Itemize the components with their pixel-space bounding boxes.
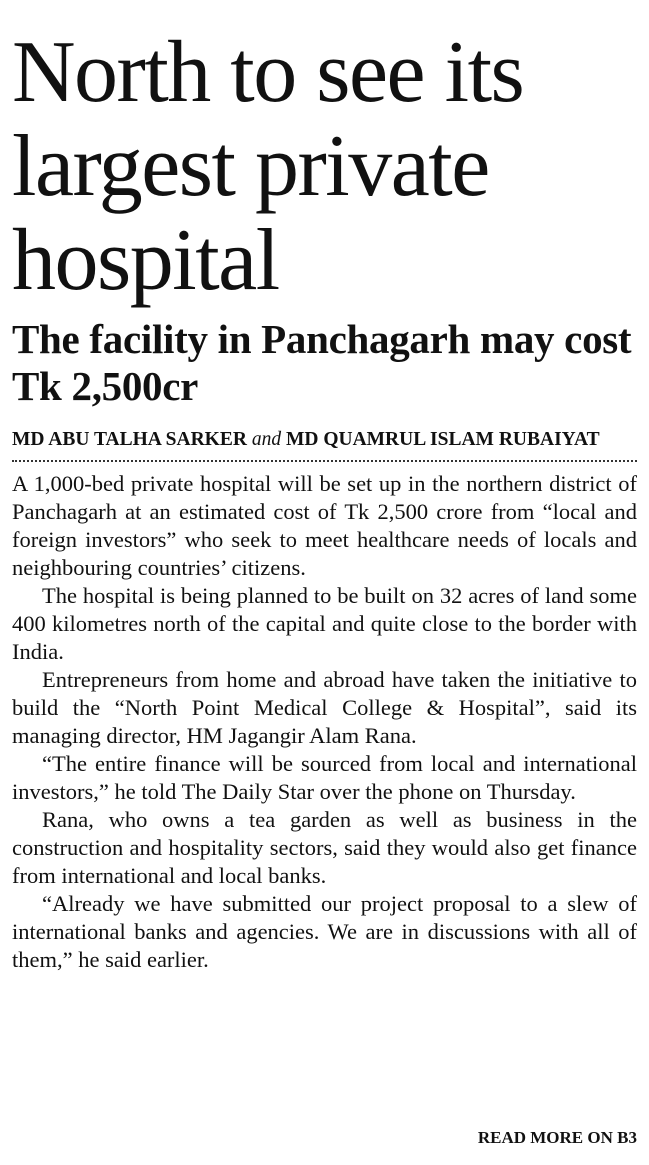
byline-author-2: MD QUAMRUL ISLAM RUBAIYAT xyxy=(285,429,600,450)
read-more-link[interactable]: READ MORE ON B3 xyxy=(477,1128,637,1147)
dotted-divider xyxy=(12,460,637,462)
body-paragraph-2: The hospital is being planned to be built on 32 acres of land some 400 kilometres north of the capital and quite close to the border with India. xyxy=(12,583,637,664)
byline-conjunction: and xyxy=(251,429,282,450)
article xyxy=(12,26,637,974)
article-body xyxy=(12,470,637,974)
subheadline: The facility in Panchagarh may cost Tk 2,500cr xyxy=(12,316,632,409)
body-paragraph-3: Entrepreneurs from home and abroad have taken the initiative to build the “North Point Medical College & Hospital”, said its managing director, HM Jagangir Alam Rana. xyxy=(12,667,637,748)
byline-author-1: MD ABU TALHA SARKER xyxy=(12,429,247,450)
body-paragraph-1: A 1,000-bed private hospital will be set up in the northern district of Panchagarh at an estimated cost of Tk 2,500 crore from “local and foreign investors” who seek to meet healthcare needs of locals and neighbouring countries’ citizens. xyxy=(12,471,637,580)
byline xyxy=(12,426,637,453)
body-paragraph-6: “Already we have submitted our project proposal to a slew of international banks and agencies. We are in discussions with all of them,” he said earlier. xyxy=(12,891,637,972)
body-paragraph-5: Rana, who owns a tea garden as well as business in the construction and hospitality sectors, said they would also get finance from international and local banks. xyxy=(12,807,637,888)
headline: North to see its largest private hospital xyxy=(12,24,524,309)
body-paragraph-4: “The entire finance will be sourced from local and international investors,” he told The Daily Star over the phone on Thursday. xyxy=(12,751,637,804)
